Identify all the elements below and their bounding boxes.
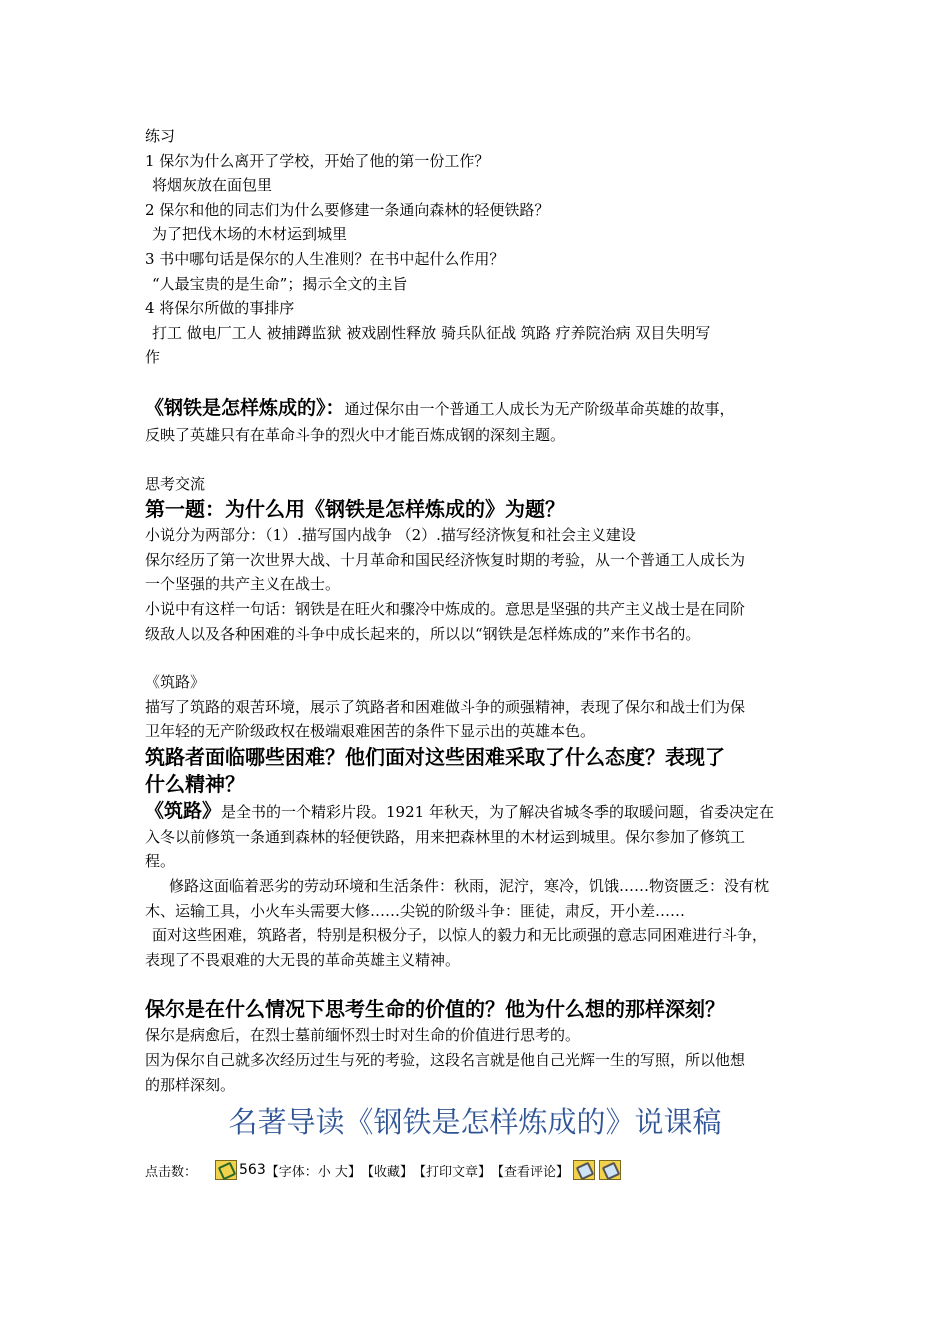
font-large-link[interactable]: 大 — [334, 1164, 348, 1180]
clicks-count: 563 — [239, 1162, 266, 1178]
road-question-line-1: 筑路者面临哪些困难？他们面对这些困难采取了什么态度？表现了 — [145, 744, 725, 769]
road-desc-line-2: 卫年轻的无产阶级政权在极端艰难困苦的条件下显示出的英雄本色。 — [145, 722, 596, 741]
answer-4-line-2: 作 — [145, 348, 161, 367]
road-p1-line-1 — [145, 798, 817, 825]
road-p1-title: 《筑路》 — [145, 799, 222, 822]
discussion-question-title: 第一题：为什么用《钢铁是怎样炼成的》为题？ — [145, 497, 565, 522]
answer-4-line-1: 打工 做电厂工人 被捕蹲监狱 被戏剧性释放 骑兵队征战 筑路 疗养院治病 双目失明写 — [152, 323, 711, 342]
answer-2: 为了把伐木场的木材运到城里 — [152, 225, 348, 244]
discussion-p2-line-2: 一个坚强的共产主义在战士。 — [145, 575, 341, 594]
clicks-icon — [215, 1160, 237, 1180]
print-article-link[interactable]: 【打印文章】 — [412, 1164, 491, 1180]
road-p3-line-1: 面对这些困难，筑路者，特别是积极分子，以惊人的毅力和无比顽强的意志同困难进行斗争， — [152, 926, 768, 945]
discussion-p3-line-1: 小说中有这样一句话：钢铁是在旺火和骤冷中炼成的。意思是坚强的共产主义战士是在同阶 — [145, 599, 746, 618]
road-question-line-2: 什么精神？ — [145, 771, 245, 796]
discussion-p2-line-1: 保尔经历了第一次世界大战、十月革命和国民经济恢复时期的考验，从一个普通工人成长为 — [145, 550, 746, 569]
road-p1-line-3: 程。 — [145, 852, 176, 871]
summary-title: 《钢铁是怎样炼成的》： — [145, 396, 345, 419]
road-p1-text-1: 是全书的一个精彩片段。1921 年秋天，为了解决省城冬季的取暖问题，省委决定在 — [221, 802, 774, 821]
summary-line-1 — [145, 394, 817, 423]
road-desc-line-1: 描写了筑路的艰苦环境，展示了筑路者和困难做斗争的顽强精神，表现了保尔和战士们为保 — [145, 697, 746, 716]
answer-1: 将烟灰放在面包里 — [152, 176, 273, 195]
life-p1: 保尔是病愈后，在烈士墓前缅怀烈士时对生命的价值进行思考的。 — [145, 1026, 581, 1045]
summary-text-1: 通过保尔由一个普通工人成长为无产阶级革命英雄的故事， — [344, 399, 735, 418]
clicks-label: 点击数： — [145, 1164, 198, 1180]
question-2: 2 保尔和他的同志们为什么要修建一条通向森林的轻便铁路？ — [145, 200, 550, 219]
summary-text-2: 反映了英雄只有在革命斗争的烈火中才能百炼成钢的深刻主题。 — [145, 425, 566, 444]
spacer — [145, 646, 817, 670]
life-p2-line-2: 的那样深刻。 — [145, 1075, 236, 1094]
question-3: 3 书中哪句话是保尔的人生准则？在书中起什么作用？ — [145, 249, 505, 268]
font-small-link[interactable]: 小 — [317, 1164, 331, 1180]
road-p2-line-2: 木、运输工具，小火车头需要大修……尖锐的阶级斗争：匪徒，肃反，开小差…… — [145, 901, 686, 920]
document-body — [145, 124, 817, 1097]
exercise-heading: 练习 — [145, 127, 176, 145]
view-comments-link[interactable]: 【查看评论】 — [490, 1164, 569, 1180]
spacer — [145, 972, 817, 996]
pencil-icon[interactable] — [573, 1160, 595, 1180]
answer-3: “人最宝贵的是生命”；揭示全文的主旨 — [152, 274, 408, 293]
font-size-label: 【字体： — [265, 1164, 318, 1180]
pencil-icon[interactable] — [599, 1160, 621, 1180]
spacer — [145, 448, 817, 472]
discussion-heading: 思考交流 — [145, 474, 206, 493]
question-4: 4 将保尔所做的事排序 — [145, 299, 295, 318]
road-p1-line-2: 入冬以前修筑一条通到森林的轻便铁路，用来把森林里的木材运到城里。保尔参加了修筑工 — [145, 827, 746, 846]
spacer — [145, 370, 817, 394]
question-1: 1 保尔为什么离开了学校，开始了他的第一份工作？ — [145, 151, 490, 170]
life-question: 保尔是在什么情况下思考生命的价值的？他为什么想的那样深刻？ — [145, 997, 725, 1022]
font-size-close: 】 — [347, 1164, 361, 1180]
life-p2-line-1: 因为保尔自己就多次经历过生与死的考验，这段名言就是他自己光辉一生的写照，所以他想 — [145, 1051, 746, 1070]
article-toolbar — [145, 1160, 623, 1180]
page-title: 名著导读《钢铁是怎样炼成的》说课稿 — [228, 1105, 722, 1139]
favorite-link[interactable]: 【收藏】 — [360, 1164, 413, 1180]
discussion-p1: 小说分为两部分：（1）.描写国内战争 （2）.描写经济恢复和社会主义建设 — [145, 526, 636, 545]
road-p3-line-2: 表现了不畏艰难的大无畏的革命英雄主义精神。 — [145, 950, 461, 969]
discussion-p3-line-2: 级敌人以及各种困难的斗争中成长起来的，所以以“钢铁是怎样炼成的”来作书名的。 — [145, 624, 701, 643]
road-p2-line-1: 修路这面临着恶劣的劳动环境和生活条件：秋雨，泥泞，寒冷，饥饿……物资匮乏：没有枕 — [169, 877, 770, 896]
road-heading: 《筑路》 — [145, 673, 206, 692]
